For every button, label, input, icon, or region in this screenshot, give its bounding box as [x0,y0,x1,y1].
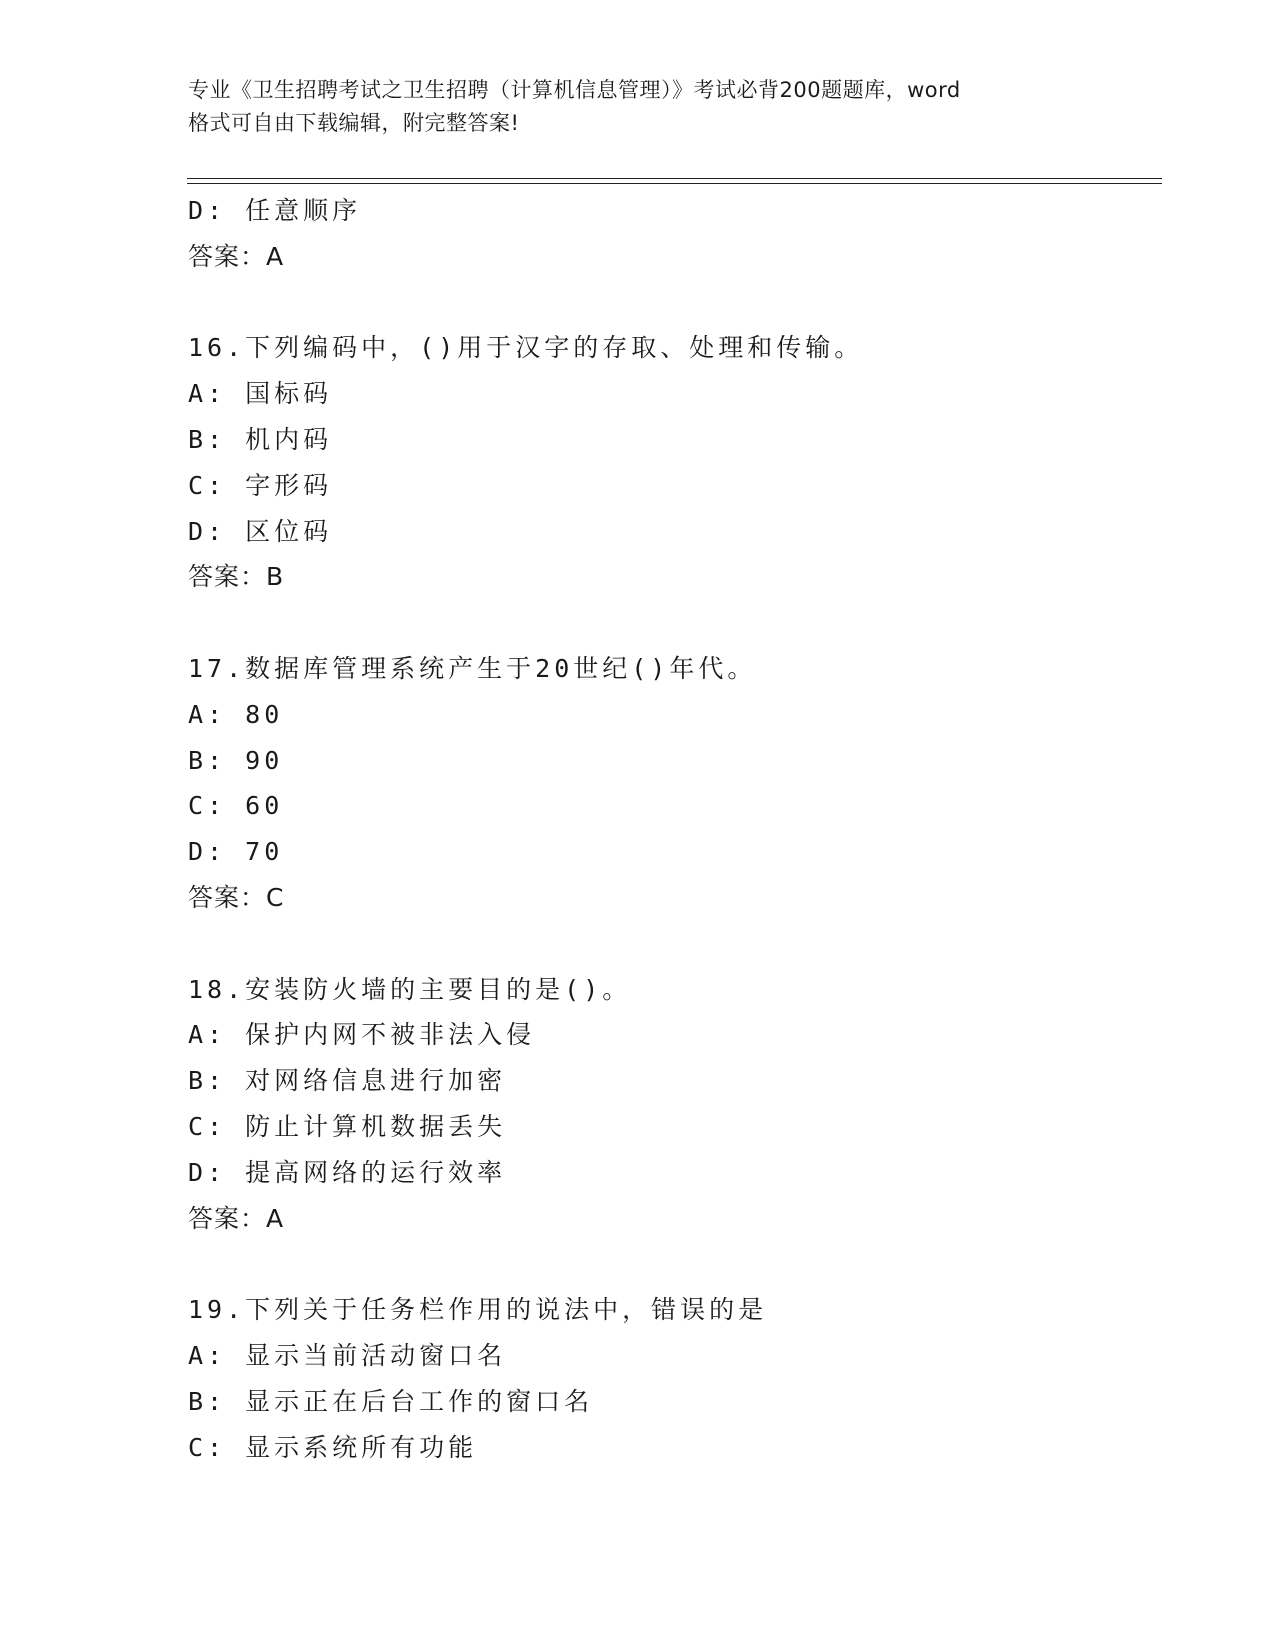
header-divider-top [187,178,1162,179]
header-divider-bottom [187,183,1162,184]
spacer [188,280,1148,326]
option-b: B: 对网络信息进行加密 [188,1066,507,1096]
answer-line: 答案：A [188,241,285,271]
question-list [188,188,1148,1470]
question-block-17 [188,646,1148,921]
option-c: C: 字形码 [188,470,333,500]
option-b: B: 显示正在后台工作的窗口名 [188,1386,594,1416]
header-line-1: 专业《卫生招聘考试之卫生招聘（计算机信息管理）》考试必背200题题库，word [188,78,961,102]
option-d: D: 区位码 [188,516,333,546]
answer-line: 答案：A [188,1203,285,1233]
spacer [188,1241,1148,1287]
document-header [188,74,1088,140]
question-block-15 [188,188,1148,280]
option-c: C: 防止计算机数据丢失 [188,1111,507,1141]
option-b: B: 90 [188,745,284,775]
answer-line: 答案：B [188,562,285,592]
option-a: A: 保护内网不被非法入侵 [188,1020,536,1050]
option-a: A: 80 [188,699,284,729]
spacer [188,921,1148,967]
question-text: 18.安装防火墙的主要目的是()。 [188,974,632,1004]
header-line-2: 格式可自由下载编辑，附完整答案! [188,111,520,135]
question-text: 17.数据库管理系统产生于20世纪()年代。 [188,653,757,683]
option-d: D: 提高网络的运行效率 [188,1157,507,1187]
option-b: B: 机内码 [188,424,333,454]
question-block-19 [188,1287,1148,1470]
option-c: C: 60 [188,791,284,821]
question-text: 19.下列关于任务栏作用的说法中，错误的是 [188,1295,768,1325]
option-c: C: 显示系统所有功能 [188,1432,478,1462]
spacer [188,600,1148,646]
option-d: D: 任意顺序 [188,196,362,225]
option-a: A: 显示当前活动窗口名 [188,1340,507,1370]
question-block-18 [188,967,1148,1242]
option-d: D: 70 [188,837,284,867]
option-a: A: 国标码 [188,379,333,409]
question-block-16 [188,325,1148,600]
question-text: 16.下列编码中，()用于汉字的存取、处理和传输。 [188,333,864,363]
answer-line: 答案：C [188,882,285,912]
